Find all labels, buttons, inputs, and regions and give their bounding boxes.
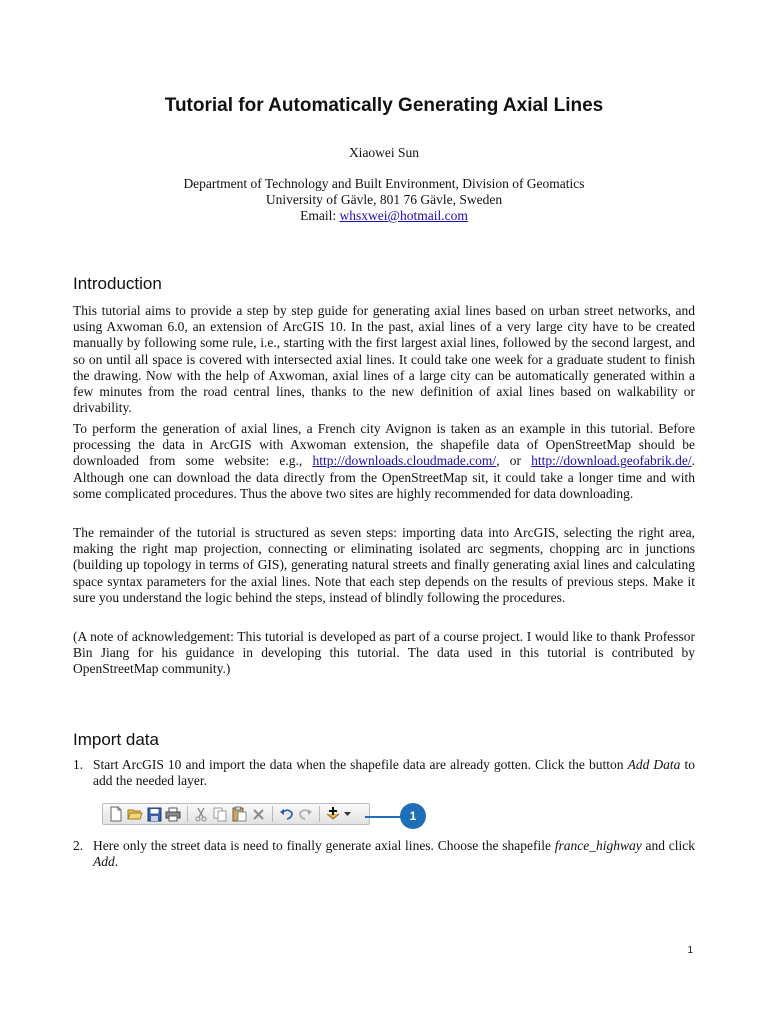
step-1 [73,757,695,789]
shapefile-name-emphasis: france_highway [554,838,642,853]
add-data-icon[interactable] [324,805,342,823]
toolbar-separator [272,806,273,822]
cloudmade-link[interactable]: http://downloads.cloudmade.com/ [312,453,497,469]
add-emphasis: Add [93,854,115,870]
intro-paragraph-2 [73,421,695,502]
step-1-number: 1. [73,757,84,772]
email-link[interactable]: whsxwei@hotmail.com [339,208,468,223]
intro-p2-text-c: . Although one can download the data directly from the OpenStreetMap sit, it could take a longer time and with some complicated procedures. Thus the above two sites are highly recommended for data downloading. [73,453,696,501]
intro-p2-text-b: , or [496,453,532,469]
intro-paragraph-1: This tutorial aims to provide a step by step guide for generating axial lines based on urban street networks, and using Axwoman 6.0, an extension of ArcGIS 10. In the past, axial lines of a very large city have to be created manually by following some rule, i.e., starting with the first largest axial lines, followed by the second largest, and so on until all space is covered with intersected axial lines. It could take one week for a graduate student to finish the drawing. Now with the help of Axwoman, axial lines of a large city can be automatically generated within a few minutes from the road central lines, thanks to the new definition of axial lines based on walkability or drivability. [73,303,695,416]
save-icon[interactable] [145,805,163,823]
step-2-text-b: and click [641,838,695,853]
open-icon[interactable] [126,805,144,823]
page-number: 1 [687,945,693,956]
geofabrik-link[interactable]: http://download.geofabrik.de/ [531,453,692,469]
intro-paragraph-3: The remainder of the tutorial is structured as seven steps: importing data into ArcGIS, selecting the right area, making the right map projection, connecting or eliminating isolated arc segments, chopping arc in junctions (building up topology in terms of GIS), generating natural streets and finally generating axial lines and calculating space syntax parameters for the axial lines. Note that each step depends on the results of previous steps. Make it sure you understand the logic behind the steps, instead of blindly following the procedures. [73,525,695,605]
affiliation-line-2: University of Gävle, 801 76 Gävle, Sweden [265,192,503,207]
intro-paragraph-4: (A note of acknowledgement: This tutorial is developed as part of a course project. I would like to thank Professor Bin Jiang for his guidance in developing this tutorial. The data used in this tutorial is contributed by OpenStreetMap community.) [73,629,695,677]
import-data-heading: Import data [73,730,159,749]
undo-icon[interactable] [277,805,295,823]
print-icon[interactable] [164,805,182,823]
affiliation-block [0,176,768,224]
toolbar-separator [187,806,188,822]
intro-p2-text-a: To perform the generation of axial lines, a French city Avignon is taken as an example in this tutorial. Before processing the data in ArcGIS with Axwoman extension, the shapefile data of OpenStreetMap should be downloaded from some website: e.g., [73,421,695,469]
document-title: Tutorial for Automatically Generating Axial Lines [164,95,604,116]
copy-icon[interactable] [211,805,229,823]
paste-icon[interactable] [230,805,248,823]
callout-leader-line [365,816,403,818]
step-1-text-a: Start ArcGIS 10 and import the data when the shapefile data are already gotten. Click the button [93,757,628,772]
author-name: Xiaowei Sun [348,145,420,160]
step-1-text-b: to add the needed layer. [93,757,695,789]
arcgis-standard-toolbar [102,803,370,825]
email-label: Email: [300,208,340,223]
step-2-text-c: . [114,854,119,870]
delete-icon[interactable] [249,805,267,823]
new-icon[interactable] [107,805,125,823]
callout-badge: 1 [400,803,426,829]
step-2-text [93,838,695,870]
introduction-heading: Introduction [73,274,162,293]
email-line [0,208,768,224]
step-1-text [93,757,695,789]
chevron-down-icon[interactable] [343,805,351,823]
add-data-emphasis: Add Data [627,757,681,772]
step-2-number: 2. [73,838,84,853]
cut-icon[interactable] [192,805,210,823]
step-2 [73,838,695,870]
step-2-text-a: Here only the street data is need to finally generate axial lines. Choose the shapefile [93,838,555,853]
toolbar-separator [319,806,320,822]
redo-icon[interactable] [296,805,314,823]
affiliation-line-1: Department of Technology and Built Environment, Division of Geomatics [183,176,585,191]
